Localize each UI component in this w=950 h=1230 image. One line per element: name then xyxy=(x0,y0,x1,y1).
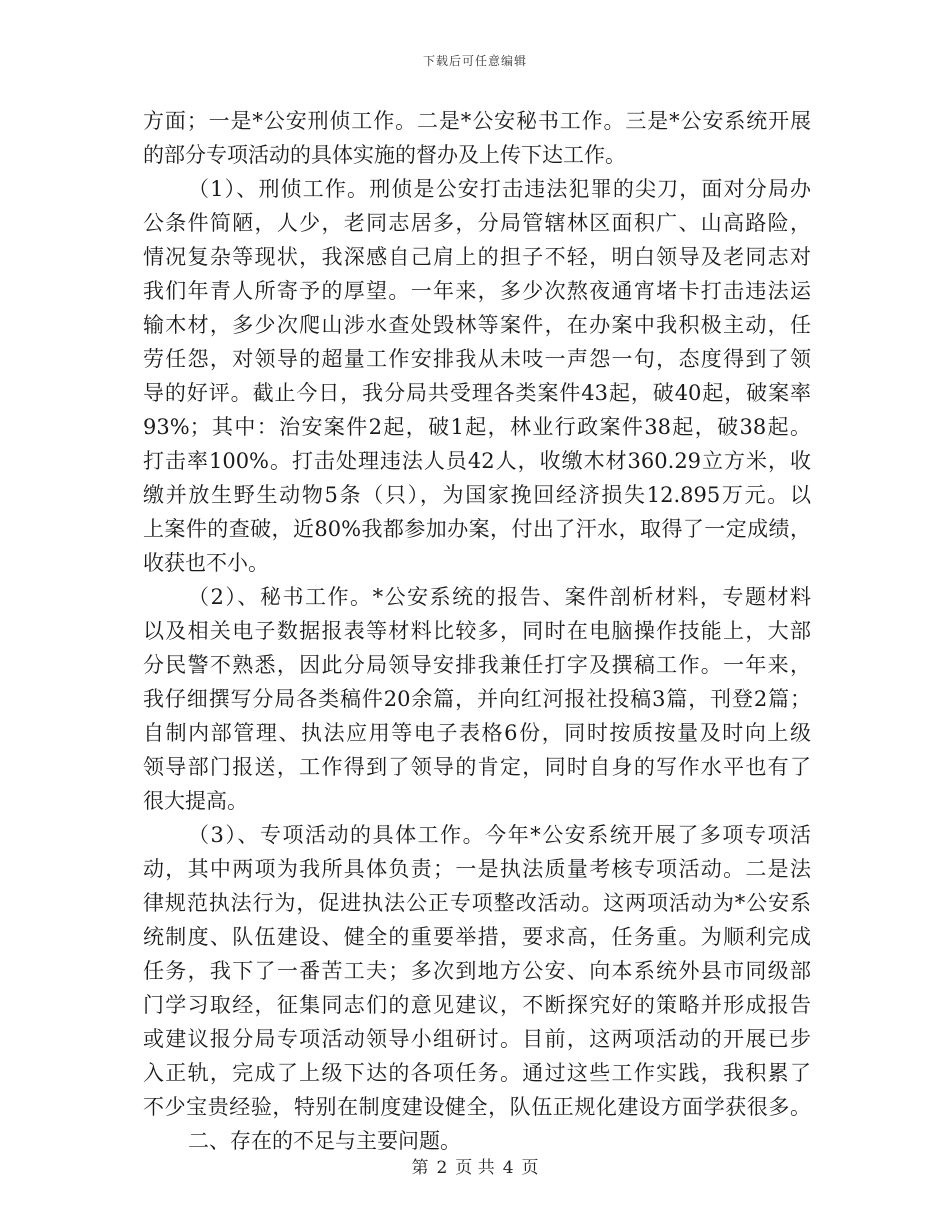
text-line: 任务，我下了一番苦工夫；多次到地方公安、向本系统外县市同级部 xyxy=(143,959,811,983)
text-line: 领导部门报送，工作得到了领导的肯定，同时自身的写作水平也有了 xyxy=(143,755,811,779)
text-line: 输木材，多少次爬山涉水查处毁林等案件，在办案中我积极主动，任 xyxy=(143,313,811,337)
text-line: 不少宝贵经验，特别在制度建设健全，队伍正规化建设方面学获很多。 xyxy=(143,1095,811,1119)
total-page-count: 4 xyxy=(502,1158,514,1178)
text-line: 收获也不小。 xyxy=(143,551,269,575)
text-line: 分民警不熟悉，因此分局领导安排我兼任打字及撰稿工作。一年来， xyxy=(143,653,811,677)
text-line: 方面；一是*公安刑侦工作。二是*公安秘书工作。三是*公安系统开展 xyxy=(143,109,811,133)
text-line: 公条件简陋，人少，老同志居多，分局管辖林区面积广、山高路险， xyxy=(143,211,811,235)
current-page-number: 2 xyxy=(436,1158,448,1178)
text-line: 劳任怨，对领导的超量工作安排我从未吱一声怨一句，态度得到了领 xyxy=(143,347,811,371)
text-line: 我们年青人所寄予的厚望。一年来，多少次熬夜通宵堵卡打击违法运 xyxy=(143,279,811,303)
text-line: 我仔细撰写分局各类稿件20余篇，并向红河报社投稿3篇，刊登2篇； xyxy=(143,687,811,711)
text-line: 动，其中两项为我所具体负责；一是执法质量考核专项活动。二是法 xyxy=(143,857,811,881)
document-body xyxy=(143,104,811,1158)
text-line: 情况复杂等现状，我深感自己肩上的担子不轻，明白领导及老同志对 xyxy=(143,245,811,269)
text-line: 缴并放生野生动物5条（只），为国家挽回经济损失12.895万元。以 xyxy=(143,483,811,507)
section-heading: 二、存在的不足与主要问题。 xyxy=(188,1129,461,1153)
text-line: 导的好评。截止今日，我分局共受理各类案件43起，破40起，破案率 xyxy=(143,381,811,405)
text-line: 律规范执法行为，促进执法公正专项整改活动。这两项活动为*公安系 xyxy=(143,891,811,915)
text-line: 以及相关电子数据报表等材料比较多，同时在电脑操作技能上，大部 xyxy=(143,619,811,643)
text-line: 上案件的查破，近80%我都参加办案，付出了汗水，取得了一定成绩， xyxy=(143,517,811,541)
text-line: 或建议报分局专项活动领导小组研讨。目前，这两项活动的开展已步 xyxy=(143,1027,811,1051)
text-line: 入正轨，完成了上级下达的各项任务。通过这些工作实践，我积累了 xyxy=(143,1061,811,1085)
footer-prefix: 第 xyxy=(411,1158,429,1178)
footer-suffix: 页 xyxy=(521,1158,539,1178)
page-header: 下载后可任意编辑 xyxy=(422,54,527,68)
text-line: 门学习取经，征集同志们的意见建议，不断探究好的策略并形成报告 xyxy=(143,993,811,1017)
text-line: 统制度、队伍建设、健全的重要举措，要求高，任务重。为顺利完成 xyxy=(143,925,811,949)
footer-middle: 页 共 xyxy=(455,1158,495,1178)
text-line: （1）、刑侦工作。刑侦是公安打击违法犯罪的尖刀，面对分局办 xyxy=(188,177,811,201)
page-footer xyxy=(0,1153,950,1178)
text-line: 自制内部管理、执法应用等电子表格6份，同时按质按量及时向上级 xyxy=(143,721,811,745)
text-line: （2）、秘书工作。*公安系统的报告、案件剖析材料，专题材料 xyxy=(188,585,811,609)
text-line: 很大提高。 xyxy=(143,789,248,813)
text-line: （3）、专项活动的具体工作。今年*公安系统开展了多项专项活 xyxy=(188,823,811,847)
text-line: 93%；其中：治安案件2起，破1起，林业行政案件38起，破38起。 xyxy=(143,415,811,439)
text-line: 的部分专项活动的具体实施的督办及上传下达工作。 xyxy=(143,143,626,167)
text-line: 打击率100%。打击处理违法人员42人，收缴木材360.29立方米，收 xyxy=(143,449,811,473)
